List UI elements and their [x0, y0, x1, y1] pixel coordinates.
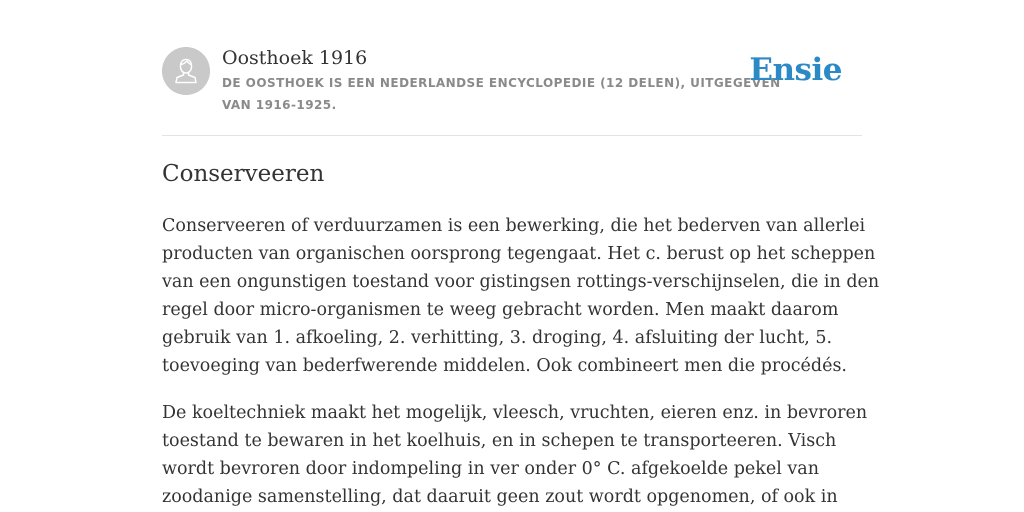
source-description-line: VAN 1916-1925. [222, 98, 337, 112]
user-placeholder-icon [162, 47, 210, 95]
source-header [162, 0, 862, 136]
source-description [222, 72, 781, 116]
paragraph-line: De koeltechniek maakt het mogelijk, vleesch, vruchten, eieren enz. in bevroren [162, 403, 868, 423]
source-description-line: DE OOSTHOEK IS EEN NEDERLANDSE ENCYCLOPEDIE (12 DELEN), UITGEGEVEN [222, 76, 781, 90]
paragraph-line: toestand te bewaren in het koelhuis, en in schepen te transporteeren. Visch [162, 431, 837, 451]
paragraph-line: van een ongunstigen toestand voor gistingsen rottings-verschijnselen, die in den [162, 272, 880, 292]
avatar[interactable] [162, 47, 210, 95]
paragraph-line: gebruik van 1. afkoeling, 2. verhitting, 3. droging, 4. afsluiting der lucht, 5. [162, 328, 833, 348]
paragraph-line: Conserveeren of verduurzamen is een bewerking, die het bederven van allerlei [162, 216, 866, 236]
paragraph [162, 399, 868, 511]
paragraph-line: wordt bevroren door indompeling in ver onder 0° C. afgekoelde pekel van [162, 459, 819, 479]
content-container [162, 0, 880, 507]
article-title: Conserveeren [162, 161, 325, 187]
paragraph-line: producten van organischen oorsprong tegengaat. Het c. berust op het scheppen [162, 244, 876, 264]
paragraph-line: regel door micro-organismen te weeg gebracht worden. Men maakt daarom [162, 300, 839, 320]
article-body [162, 212, 880, 512]
brand-logo[interactable]: Ensie [749, 52, 842, 88]
source-title[interactable]: Oosthoek 1916 [222, 47, 368, 69]
paragraph [162, 212, 880, 380]
paragraph-line: toevoeging van bederfwerende middelen. Ook combineert men die procédés. [162, 356, 847, 376]
paragraph-line: zoodanige samenstelling, dat daaruit geen zout wordt opgenomen, of ook in [162, 487, 838, 507]
